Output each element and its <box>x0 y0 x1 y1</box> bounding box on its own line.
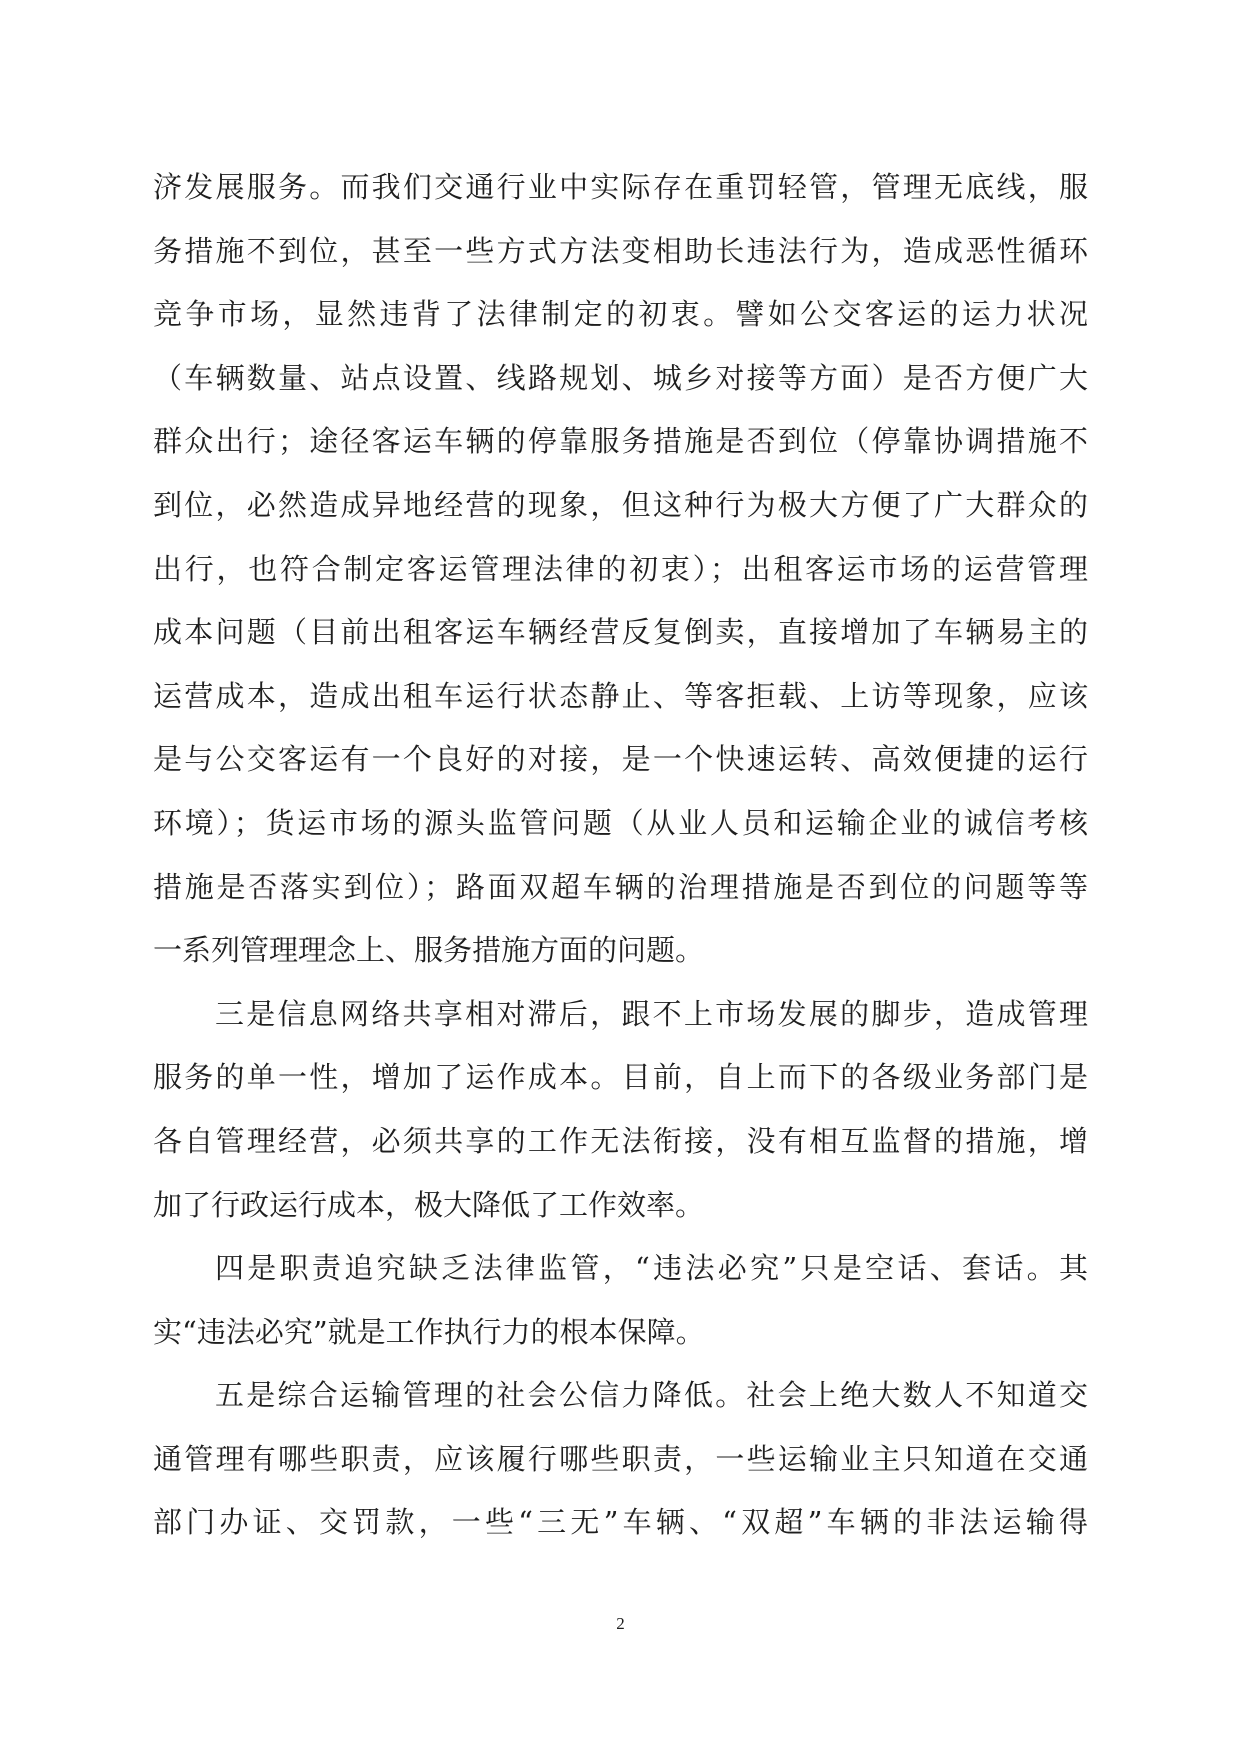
text-line: 务措施不到位，甚至一些方式方法变相助长违法行为，造成恶性循环 <box>153 233 1088 268</box>
text-line: 群众出行；途径客运车辆的停靠服务措施是否到位（停靠协调措施不 <box>153 424 1088 459</box>
text-line: 竞争市场，显然违背了法律制定的初衷。譬如公交客运的运力状况 <box>153 297 1088 332</box>
text-line: （车辆数量、站点设置、线路规划、城乡对接等方面）是否方便广大 <box>153 360 1088 395</box>
text-line: 通管理有哪些职责，应该履行哪些职责，一些运输业主只知道在交通 <box>153 1441 1088 1476</box>
text-line: 济发展服务。而我们交通行业中实际存在重罚轻管，管理无底线，服 <box>153 170 1088 204</box>
paragraph <box>153 1237 1088 1364</box>
text-line: 到位，必然造成异地经营的现象，但这种行为极大方便了广大群众的 <box>153 487 1088 522</box>
text-line: 各自管理经营，必须共享的工作无法衔接，没有相互监督的措施，增 <box>153 1123 1088 1158</box>
text-line: 环境）；货运市场的源头监管问题（从业人员和运输企业的诚信考核 <box>153 805 1088 840</box>
text-line: 加了行政运行成本，极大降低了工作效率。 <box>153 1187 705 1222</box>
text-line: 部门办证、交罚款，一些“三无”车辆、“双超”车辆的非法运输得 <box>153 1505 1088 1540</box>
text-line: 是与公交客运有一个良好的对接，是一个快速运转、高效便捷的运行 <box>153 742 1088 777</box>
text-line: 措施是否落实到位）；路面双超车辆的治理措施是否到位的问题等等 <box>153 869 1088 904</box>
text-line: 五是综合运输管理的社会公信力降低。社会上绝大数人不知道交 <box>215 1378 1088 1413</box>
text-line: 实“违法必究”就是工作执行力的根本保障。 <box>153 1314 705 1349</box>
text-line: 一系列管理理念上、服务措施方面的问题。 <box>153 933 705 968</box>
text-line: 成本问题（目前出租客运车辆经营反复倒卖，直接增加了车辆易主的 <box>153 615 1088 650</box>
text-line: 出行，也符合制定客运管理法律的初衷）；出租客运市场的运营管理 <box>153 551 1088 586</box>
text-line: 三是信息网络共享相对滞后，跟不上市场发展的脚步，造成管理 <box>215 996 1088 1031</box>
paragraph <box>153 156 1088 983</box>
body-text <box>153 156 1088 1555</box>
text-line: 四是职责追究缺乏法律监管，“违法必究”只是空话、套话。其 <box>215 1251 1088 1286</box>
text-line: 运营成本，造成出租车运行状态静止、等客拒载、上访等现象，应该 <box>153 678 1088 713</box>
paragraph <box>153 983 1088 1237</box>
page-number: 2 <box>616 1614 625 1633</box>
text-line: 服务的单一性，增加了运作成本。目前，自上而下的各级业务部门是 <box>153 1060 1088 1095</box>
paragraph <box>153 1364 1088 1555</box>
